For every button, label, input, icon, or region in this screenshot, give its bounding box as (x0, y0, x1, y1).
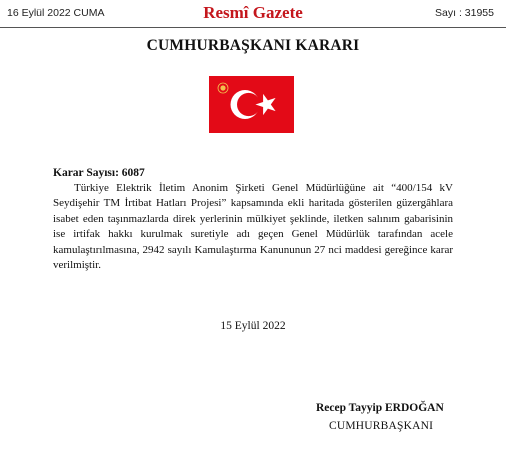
decree-number: Karar Sayısı: 6087 (53, 167, 145, 179)
signer-title: CUMHURBAŞKANI (329, 420, 434, 432)
issue-number: Sayı : 31955 (435, 7, 494, 19)
turkish-flag-emblem-icon (209, 76, 294, 133)
gazette-header (0, 0, 506, 28)
publication-date: 16 Eylül 2022 CUMA (7, 7, 105, 19)
header-divider (0, 27, 506, 28)
decree-date: 15 Eylül 2022 (220, 320, 286, 332)
decree-title: CUMHURBAŞKANI KARARI (146, 37, 360, 54)
gazette-title: Resmî Gazete (203, 3, 303, 22)
signer-name: Recep Tayyip ERDOĞAN (316, 402, 444, 414)
decree-body: Türkiye Elektrik İletim Anonim Şirketi Genel Müdürlüğüne ait “400/154 kV Seydişehir TM İrtibat Hatları Projesi” kapsamında ekli haritada gösterilen güzergâhlara isabet eden taşınmazlarda direk yerlerinin mülkiyet şeklinde, iletken salınım gabarisinin ise irtifak hakkı kurulmak suretiyle adı geçen Genel Müdürlük tarafından acele kamulaştırılmasına, 2942 sayılı Kamulaştırma Kanununun 27 nci maddesi gereğince karar verilmiştir. (53, 182, 453, 272)
